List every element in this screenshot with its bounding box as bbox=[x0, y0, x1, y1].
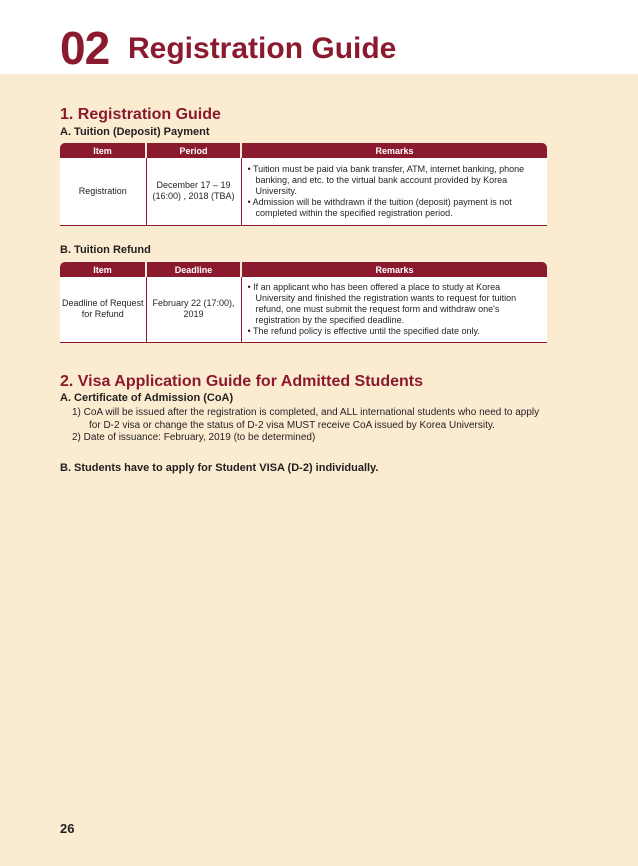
tuition-payment-table bbox=[60, 143, 547, 226]
remark-line: • Admission will be withdrawn if the tuition (deposit) payment is not completed within the specified registration period. bbox=[247, 196, 512, 218]
header-remarks: Remarks bbox=[241, 143, 547, 158]
header-period: Period bbox=[146, 143, 241, 158]
section1-heading: 1. Registration Guide bbox=[60, 106, 221, 123]
registration-item: Registration bbox=[60, 158, 146, 225]
tuition-refund-heading: B. Tuition Refund bbox=[60, 244, 151, 256]
remark-line: • Tuition must be paid via bank transfer, ATM, internet banking, phone banking, and etc. to the virtual bank account provided by Korea University. bbox=[247, 163, 525, 196]
table-row bbox=[60, 277, 547, 342]
header-item: Item bbox=[60, 262, 146, 277]
header-remarks: Remarks bbox=[241, 262, 547, 277]
tuition-payment-heading: A. Tuition (Deposit) Payment bbox=[60, 126, 210, 138]
table-header-row bbox=[60, 143, 547, 158]
refund-deadline: February 22 (17:00), 2019 bbox=[146, 277, 241, 342]
chapter-title: Registration Guide bbox=[128, 32, 397, 65]
refund-item: Deadline of Request for Refund bbox=[60, 277, 146, 342]
coa-list bbox=[72, 407, 552, 445]
remark-line: • If an applicant who has been offered a place to study at Korea University and finished the registration wants to request for tuition refund, one must submit the request form and withdraw one's registration by the specified deadline. bbox=[247, 281, 517, 325]
list-item: 1) CoA will be issued after the registration is completed, and ALL international students who need to apply for D-2 visa or change the status of D-2 visa MUST receive CoA issued by Korea University. bbox=[72, 407, 540, 431]
remark-line: • The refund policy is effective until the specified date only. bbox=[247, 325, 480, 336]
registration-period: December 17 – 19 (16:00) , 2018 (TBA) bbox=[146, 158, 241, 225]
table-header-row bbox=[60, 262, 547, 277]
header-deadline: Deadline bbox=[146, 262, 241, 277]
section2-heading: 2. Visa Application Guide for Admitted Students bbox=[60, 373, 423, 390]
student-visa-heading: B. Students have to apply for Student VISA (D-2) individually. bbox=[60, 462, 379, 474]
registration-remarks bbox=[241, 158, 547, 225]
chapter-number: 02 bbox=[60, 22, 110, 74]
header-item: Item bbox=[60, 143, 146, 158]
list-item: 2) Date of issuance: February, 2019 (to be determined) bbox=[72, 432, 316, 443]
table-row bbox=[60, 158, 547, 225]
tuition-refund-table bbox=[60, 262, 547, 343]
refund-remarks bbox=[241, 277, 547, 342]
page-number: 26 bbox=[60, 821, 75, 836]
coa-heading: A. Certificate of Admission (CoA) bbox=[60, 392, 234, 404]
